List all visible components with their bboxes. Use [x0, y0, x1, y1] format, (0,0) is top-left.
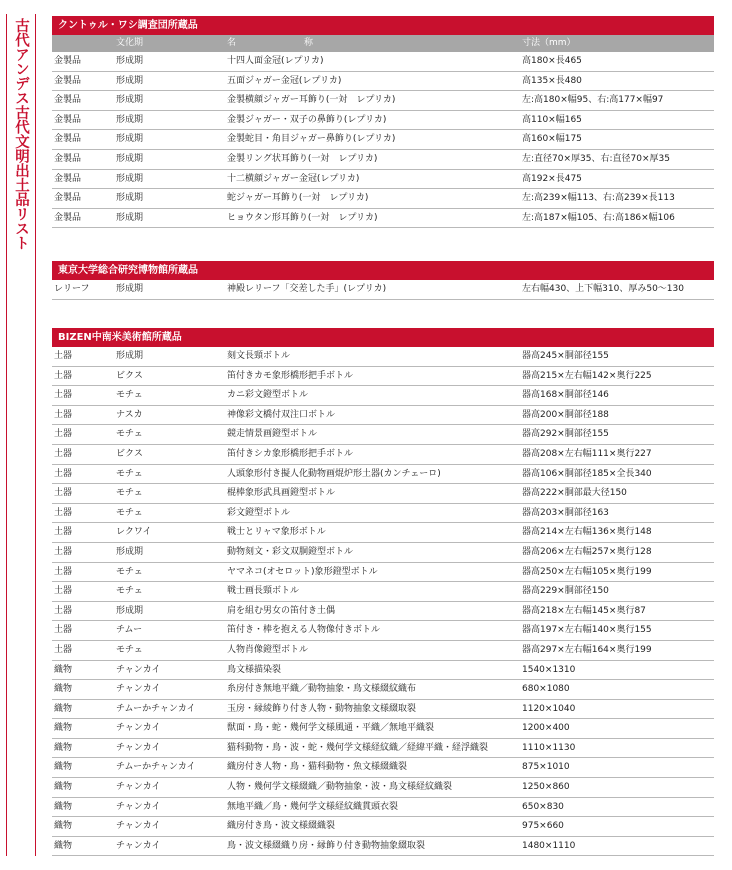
table-row [52, 91, 714, 111]
cell-period: チムーかチャンカイ [116, 703, 196, 714]
cell-period: 形成期 [116, 173, 144, 184]
cell-type: 土器 [54, 429, 73, 440]
cell-type: 金製品 [54, 95, 82, 106]
table-row [52, 367, 714, 387]
table-row [52, 170, 714, 190]
cell-period: 形成期 [116, 56, 144, 66]
cell-name: 獣面・鳥・蛇・幾何学文様風通・平織／無地平織裂 [227, 723, 435, 734]
cell-name: ヒョウタン形耳飾り(一対 レプリカ) [227, 212, 378, 223]
section-title: 東京大学総合研究博物館所蔵品 [52, 261, 714, 280]
cell-name: 刻文長頸ボトル [227, 351, 291, 361]
cell-size: 1480×1110 [522, 840, 576, 851]
cell-period: モチェ [116, 429, 143, 440]
cell-period: チャンカイ [116, 684, 161, 695]
cell-type: 土器 [54, 488, 73, 499]
cell-type: 土器 [54, 409, 73, 420]
cell-size: 器高168×胴部径146 [522, 390, 609, 401]
table-row [52, 189, 714, 209]
section-title: クントゥル・ワシ調査団所蔵品 [52, 16, 714, 35]
cell-period: ナスカ [116, 409, 143, 420]
table-row [52, 563, 714, 583]
cell-size: 高135×長480 [522, 75, 582, 86]
section-kuntur-wasi [52, 16, 714, 228]
cell-size: 1200×400 [522, 723, 570, 734]
cell-period: 形成期 [116, 153, 144, 164]
cell-name: 五面ジャガー金冠(レプリカ) [227, 75, 342, 86]
cell-size: 器高106×胴部径185×全長340 [522, 468, 652, 479]
table-row [52, 52, 714, 72]
cell-period: 形成期 [116, 75, 144, 86]
cell-name: 笛付き・棒を抱える人物像付きボトル [227, 625, 381, 636]
cell-type: 織物 [54, 723, 73, 734]
cell-size: 1540×1310 [522, 664, 576, 675]
table-row [52, 425, 714, 445]
table-row [52, 798, 714, 818]
cell-period: 形成期 [116, 95, 144, 106]
cell-period: レクワイ [116, 527, 152, 538]
cell-size: 650×830 [522, 801, 564, 812]
section-title: BIZEN中南米美術館所蔵品 [52, 328, 714, 347]
cell-type: 織物 [54, 782, 73, 793]
table-row [52, 582, 714, 602]
table-row [52, 680, 714, 700]
table-row [52, 661, 714, 681]
cell-name: 人物肖像鐙型ボトル [227, 644, 309, 655]
cell-period: モチェ [116, 586, 143, 597]
cell-period: 形成期 [116, 193, 144, 204]
table-body [52, 347, 714, 856]
cell-type: 土器 [54, 605, 73, 616]
cell-type: 土器 [54, 546, 73, 557]
cell-period: 形成期 [116, 114, 144, 125]
cell-size: 高110×幅165 [522, 114, 582, 125]
cell-size: 680×1080 [522, 684, 570, 695]
table-row [52, 504, 714, 524]
cell-period: 形成期 [116, 546, 144, 557]
table-row [52, 523, 714, 543]
cell-type: 金製品 [54, 173, 82, 184]
cell-name: 人物・幾何学文様綴織／動物抽象・波・鳥文様経紋織裂 [227, 782, 453, 793]
cell-size: 器高206×左右幅257×奥行128 [522, 546, 652, 557]
cell-period: モチェ [116, 390, 143, 401]
cell-type: 土器 [54, 566, 73, 577]
cell-type: 織物 [54, 821, 73, 832]
cell-type: レリーフ [54, 284, 90, 294]
table-row [52, 758, 714, 778]
cell-name: 競走情景画鐙型ボトル [227, 429, 318, 440]
cell-type: 織物 [54, 742, 73, 753]
cell-name: 蛇ジャガー耳飾り(一対 レプリカ) [227, 193, 369, 204]
cell-type: 金製品 [54, 153, 82, 164]
cell-type: 土器 [54, 390, 73, 401]
cell-name: 玉房・縁綾飾り付き人物・動物抽象文様綴取裂 [227, 703, 417, 714]
cell-period: 形成期 [116, 605, 144, 616]
cell-period: 形成期 [116, 284, 144, 294]
cell-period: チムー [116, 625, 143, 636]
cell-size: 器高222×胴部最大径150 [522, 488, 627, 499]
cell-size: 器高200×胴部径188 [522, 409, 609, 420]
cell-size: 器高218×左右幅145×奥行87 [522, 605, 646, 616]
cell-size: 左右幅430、上下幅310、厚み50～130 [522, 284, 684, 294]
cell-period: チャンカイ [116, 664, 161, 675]
table-row [52, 621, 714, 641]
cell-type: 織物 [54, 703, 73, 714]
table-row [52, 837, 714, 857]
table-row [52, 72, 714, 92]
cell-name: 肩を組む男女の笛付き土偶 [227, 605, 336, 616]
table-row [52, 386, 714, 406]
table-row [52, 778, 714, 798]
column-header-name-b: 称 [304, 38, 314, 48]
cell-period: チャンカイ [116, 801, 161, 812]
cell-name: 動物刻文・彩文双胴鐙型ボトル [227, 546, 354, 557]
column-header-name-a: 名 [227, 38, 240, 48]
cell-name: 十四人面金冠(レプリカ) [227, 56, 324, 66]
cell-period: チムーかチャンカイ [116, 762, 196, 773]
cell-period: 形成期 [116, 351, 144, 361]
table-row [52, 445, 714, 465]
cell-name: 織房付き鳥・波文様綴織裂 [227, 821, 336, 832]
cell-size: 器高208×左右幅111×奥行227 [522, 448, 652, 459]
cell-type: 土器 [54, 586, 73, 597]
cell-period: 形成期 [116, 212, 144, 223]
table-row [52, 209, 714, 229]
cell-period: ビクス [116, 370, 143, 381]
cell-name: 棍棒象形武具画鐙型ボトル [227, 488, 336, 499]
cell-type: 金製品 [54, 212, 82, 223]
cell-name: 織房付き人物・鳥・猫科動物・魚文様綴織裂 [227, 762, 408, 773]
cell-name: カニ彩文鐙型ボトル [227, 390, 309, 401]
cell-size: 器高197×左右幅140×奥行155 [522, 625, 652, 636]
cell-name: 笛付きカモ象形橋形把手ボトル [227, 370, 354, 381]
column-header-period: 文化期 [116, 38, 144, 48]
cell-type: 土器 [54, 468, 73, 479]
section-bizen [52, 328, 714, 856]
cell-type: 織物 [54, 801, 73, 812]
cell-type: 金製品 [54, 193, 82, 204]
cell-size: 器高245×胴部径155 [522, 351, 609, 361]
table-row [52, 739, 714, 759]
cell-type: 金製品 [54, 75, 82, 86]
cell-name: 彩文鐙型ボトル [227, 507, 291, 518]
cell-type: 金製品 [54, 56, 82, 66]
table-row [52, 111, 714, 131]
cell-size: 975×660 [522, 821, 564, 832]
table-row [52, 719, 714, 739]
table-row [52, 465, 714, 485]
cell-type: 土器 [54, 448, 73, 459]
column-header-size: 寸法（mm） [522, 38, 576, 48]
table-row [52, 641, 714, 661]
cell-size: 器高215×左右幅142×奥行225 [522, 370, 652, 381]
table-row [52, 406, 714, 426]
cell-name: ヤマネコ(オセロット)象形鐙型ボトル [227, 566, 378, 577]
section-tokyo-univ [52, 261, 714, 300]
cell-size: 器高214×左右幅136×奥行148 [522, 527, 652, 538]
table-row [52, 347, 714, 367]
cell-name: 笛付きシカ象形橋形把手ボトル [227, 448, 354, 459]
cell-period: モチェ [116, 566, 143, 577]
table-row [52, 280, 714, 300]
cell-size: 高180×長465 [522, 56, 582, 66]
cell-type: 土器 [54, 625, 73, 636]
cell-type: 織物 [54, 664, 73, 675]
cell-period: チャンカイ [116, 742, 161, 753]
cell-size: 器高229×胴部径150 [522, 586, 609, 597]
cell-size: 1120×1040 [522, 703, 576, 714]
cell-name: 無地平織／鳥・幾何学文様経紋織貫頭衣裂 [227, 801, 399, 812]
cell-name: 人頭象形付き擬人化動物画焜炉形土器(カンチェーロ) [227, 468, 441, 479]
cell-type: 織物 [54, 762, 73, 773]
cell-size: 875×1010 [522, 762, 570, 773]
cell-size: 器高297×左右幅164×奥行199 [522, 644, 652, 655]
cell-size: 左:高187×幅105、右:高186×幅106 [522, 212, 675, 223]
cell-period: モチェ [116, 488, 143, 499]
cell-type: 土器 [54, 507, 73, 518]
side-title: 古代アンデス古代文明出土品リスト [13, 18, 30, 250]
cell-period: モチェ [116, 644, 143, 655]
table-row [52, 130, 714, 150]
cell-period: 形成期 [116, 134, 144, 145]
cell-name: 鳥・波文様綴織り房・縁飾り付き動物抽象綴取裂 [227, 840, 426, 851]
cell-type: 土器 [54, 370, 73, 381]
cell-name: 戦士画長頸ボトル [227, 586, 300, 597]
cell-name: 金製蛇目・角目ジャガー鼻飾り(レプリカ) [227, 134, 396, 145]
table-row [52, 700, 714, 720]
cell-size: 器高250×左右幅105×奥行199 [522, 566, 652, 577]
cell-name: 糸房付き無地平織／動物抽象・鳥文様綴紋織布 [227, 684, 417, 695]
cell-name: 戦士とリャマ象形ボトル [227, 527, 326, 538]
cell-size: 左:直径70×厚35、右:直径70×厚35 [522, 153, 670, 164]
cell-type: 織物 [54, 684, 73, 695]
table-body [52, 280, 714, 300]
cell-type: 金製品 [54, 134, 82, 145]
column-header-row [52, 35, 714, 52]
cell-period: ビクス [116, 448, 143, 459]
cell-name: 十二横顔ジャガー金冠(レプリカ) [227, 173, 360, 184]
table-row [52, 602, 714, 622]
cell-period: モチェ [116, 507, 143, 518]
cell-name: 神像彩文橋付双注口ボトル [227, 409, 336, 420]
cell-type: 織物 [54, 840, 73, 851]
cell-size: 高192×長475 [522, 173, 582, 184]
cell-period: チャンカイ [116, 723, 161, 734]
table-body [52, 52, 714, 228]
cell-period: チャンカイ [116, 821, 161, 832]
cell-name: 金製ジャガー・双子の鼻飾り(レプリカ) [227, 114, 387, 125]
cell-name: 鳥文様描染裂 [227, 664, 282, 675]
cell-type: 金製品 [54, 114, 82, 125]
cell-period: チャンカイ [116, 782, 161, 793]
cell-type: 土器 [54, 351, 73, 361]
cell-type: 土器 [54, 527, 73, 538]
cell-period: チャンカイ [116, 840, 161, 851]
cell-size: 1250×860 [522, 782, 570, 793]
cell-name: 猫科動物・鳥・波・蛇・幾何学文様経紋織／経緯平織・経浮織裂 [227, 742, 489, 753]
table-row [52, 484, 714, 504]
cell-name: 神殿レリーフ「交差した手」(レプリカ) [227, 284, 387, 294]
cell-name: 金製リング状耳飾り(一対 レプリカ) [227, 153, 378, 164]
cell-size: 器高203×胴部径163 [522, 507, 609, 518]
cell-size: 左:高239×幅113、右:高239×長113 [522, 193, 675, 204]
cell-name: 金製横顔ジャガー耳飾り(一対 レプリカ) [227, 95, 396, 106]
cell-size: 器高292×胴部径155 [522, 429, 609, 440]
cell-type: 土器 [54, 644, 73, 655]
cell-size: 高160×幅175 [522, 134, 582, 145]
cell-size: 左:高180×幅95、右:高177×幅97 [522, 95, 664, 106]
table-row [52, 543, 714, 563]
table-row [52, 817, 714, 837]
table-row [52, 150, 714, 170]
cell-period: モチェ [116, 468, 143, 479]
cell-size: 1110×1130 [522, 742, 576, 753]
